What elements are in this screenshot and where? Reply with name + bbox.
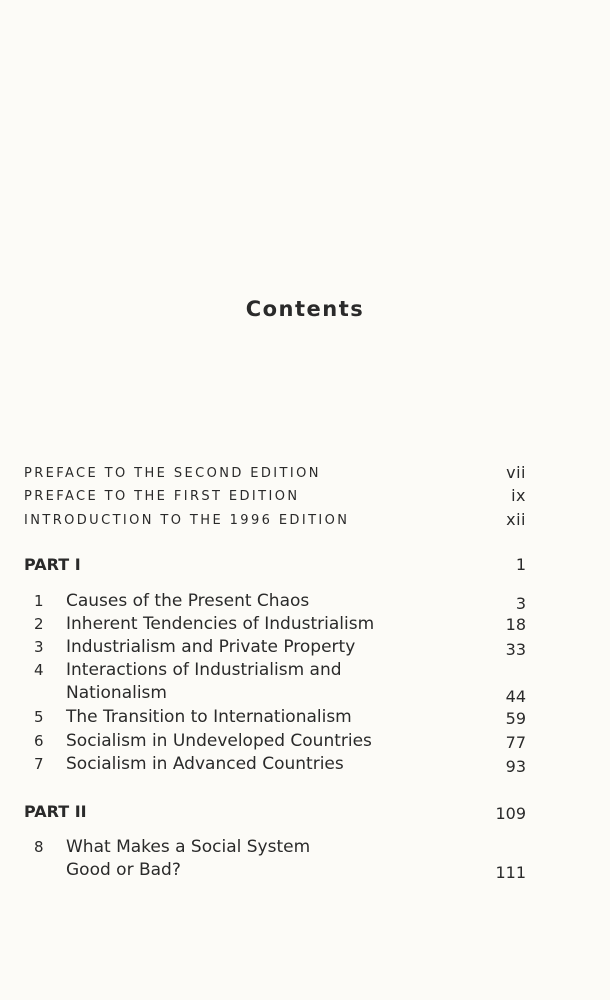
part-page: 1 [515,555,526,574]
part-label: PART I [24,555,81,574]
toc-entry-label: PREFACE TO THE SECOND EDITION [24,466,321,481]
toc-entry-label: PREFACE TO THE FIRST EDITION [24,489,300,504]
chapter-page: 77 [505,733,526,752]
part-page: 109 [495,804,526,823]
chapter-page: 44 [505,687,526,706]
toc-entry-page: vii [506,463,526,482]
chapter-title: What Makes a Social System [66,837,311,857]
chapter-title: Causes of the Present Chaos [66,591,310,611]
toc-entry-page: ix [511,486,526,505]
chapter-title: Interactions of Industrialism and [66,660,342,680]
chapter-title: Industrialism and Private Property [66,637,356,657]
chapter-title: The Transition to Internationalism [66,707,352,727]
chapter-page: 18 [505,615,526,634]
toc-entry-page: xii [506,510,526,529]
chapter-title-continued: Nationalism [66,683,167,703]
chapter-number: 6 [34,732,44,750]
chapter-page: 111 [495,863,526,882]
chapter-page: 33 [505,640,526,659]
chapter-number: 8 [34,838,44,856]
part-label: PART II [24,802,87,821]
chapter-number: 5 [34,708,44,726]
chapter-number: 2 [34,615,44,633]
chapter-number: 4 [34,661,44,679]
toc-part-2 [24,802,526,821]
chapter-title: Socialism in Advanced Countries [66,754,344,774]
chapter-page: 93 [505,757,526,776]
chapter-title: Inherent Tendencies of Industrialism [66,614,375,634]
chapter-page: 59 [505,709,526,728]
toc-entry-label: INTRODUCTION TO THE 1996 EDITION [24,513,350,528]
chapter-page: 3 [515,594,526,613]
chapter-number: 3 [34,638,44,656]
chapter-number: 7 [34,755,44,773]
page-title: Contents [245,297,365,321]
chapter-title-continued: Good or Bad? [66,860,181,880]
toc-part-1 [24,555,526,574]
chapter-title: Socialism in Undeveloped Countries [66,731,372,751]
chapter-number: 1 [34,592,44,610]
